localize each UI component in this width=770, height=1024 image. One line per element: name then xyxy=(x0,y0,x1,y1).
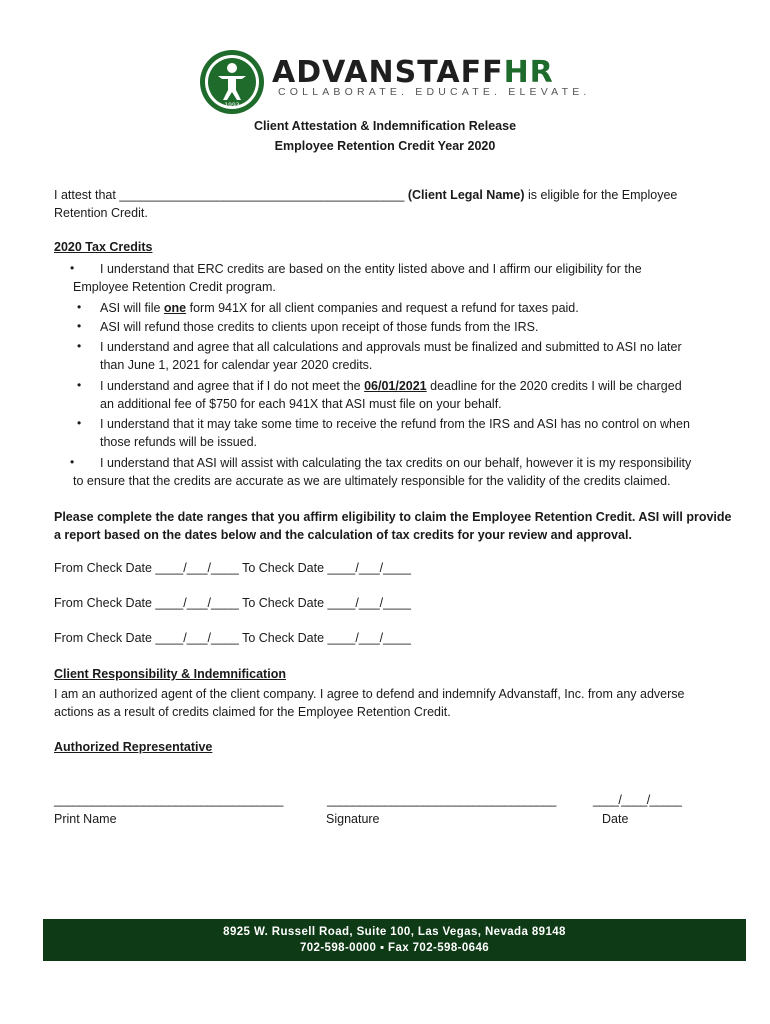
bullet-icon: • xyxy=(70,261,75,275)
footer-contact: 702-598-0000 ▪ Fax 702-598-0646 xyxy=(299,942,490,954)
print-name-field[interactable]: ____________________________________ xyxy=(54,793,283,807)
date-range-row[interactable]: From Check Date ____/___/____ To Check Date ____/___/____ xyxy=(54,631,411,645)
document-title: Client Attestation & Indemnification Release xyxy=(253,119,517,133)
signature-label: Signature xyxy=(326,812,380,826)
date-range-instructions: Please complete the date ranges that you affirm eligibility to claim the Employee Retention Credit. ASI will provide a report based on the dates below and the calculation of tax credits for your review and approval. xyxy=(54,510,732,542)
attestation-paragraph: I attest that _________________________________________ (Client Legal Name) is eligible for the Employee Retention Credit. xyxy=(54,188,678,220)
company-logo xyxy=(198,48,591,118)
list-item: I understand that ERC credits are based on the entity listed above and I affirm our eligibility for the Employee Retention Credit program. xyxy=(73,262,642,294)
document-subtitle: Employee Retention Credit Year 2020 xyxy=(274,139,496,153)
bullet-icon: • xyxy=(77,339,82,353)
list-item: I understand that ASI will assist with calculating the tax credits on our behalf, however it is my responsibility to ensure that the credits are accurate as we are ultimately responsible for the validity of the credits claimed. xyxy=(73,456,692,488)
signature-field[interactable]: ____________________________________ xyxy=(327,793,556,807)
bullet-icon: • xyxy=(77,319,82,333)
responsibility-heading: Client Responsibility & Indemnification xyxy=(54,667,286,681)
date-field[interactable]: ____/____/_____ xyxy=(593,793,682,807)
date-range-row[interactable]: From Check Date ____/___/____ To Check Date ____/___/____ xyxy=(54,561,411,575)
authorized-rep-heading: Authorized Representative xyxy=(54,740,213,754)
list-item: ASI will file one form 941X for all client companies and request a refund for taxes paid. xyxy=(100,301,579,315)
logo-tagline: COLLABORATE. EDUCATE. ELEVATE. xyxy=(278,86,591,98)
list-item: I understand and agree that all calculations and approvals must be finalized and submitted to ASI no later than June 1, 2021 for calendar year 2020 credits. xyxy=(100,340,682,372)
footer-bar xyxy=(43,919,746,961)
list-item: I understand and agree that if I do not meet the 06/01/2021 deadline for the 2020 credits I will be charged an additional fee of $750 for each 941X that ASI must file on your behalf. xyxy=(100,379,682,411)
logo-wordmark: ADVANSTAFFHR xyxy=(272,55,554,90)
bullet-icon: • xyxy=(70,455,75,469)
date-range-row[interactable]: From Check Date ____/___/____ To Check Date ____/___/____ xyxy=(54,596,411,610)
date-label: Date xyxy=(602,812,629,826)
logo-seal-year: 1993 xyxy=(224,102,240,109)
bullet-icon: • xyxy=(77,416,82,430)
print-name-label: Print Name xyxy=(54,812,117,826)
tax-credits-heading: 2020 Tax Credits xyxy=(54,240,153,254)
logo-seal-icon xyxy=(198,48,266,116)
bullet-icon: • xyxy=(77,300,82,314)
responsibility-paragraph: I am an authorized agent of the client company. I agree to defend and indemnify Advanstaff, Inc. from any adverse actions as a result of credits claimed for the Employee Retention Credit. xyxy=(54,687,685,719)
bullet-icon: • xyxy=(77,378,82,392)
footer-address: 8925 W. Russell Road, Suite 100, Las Vegas, Nevada 89148 xyxy=(223,926,566,938)
list-item: ASI will refund those credits to clients upon receipt of those funds from the IRS. xyxy=(100,320,539,334)
list-item: I understand that it may take some time to receive the refund from the IRS and ASI has no control on when those refunds will be issued. xyxy=(100,417,690,449)
